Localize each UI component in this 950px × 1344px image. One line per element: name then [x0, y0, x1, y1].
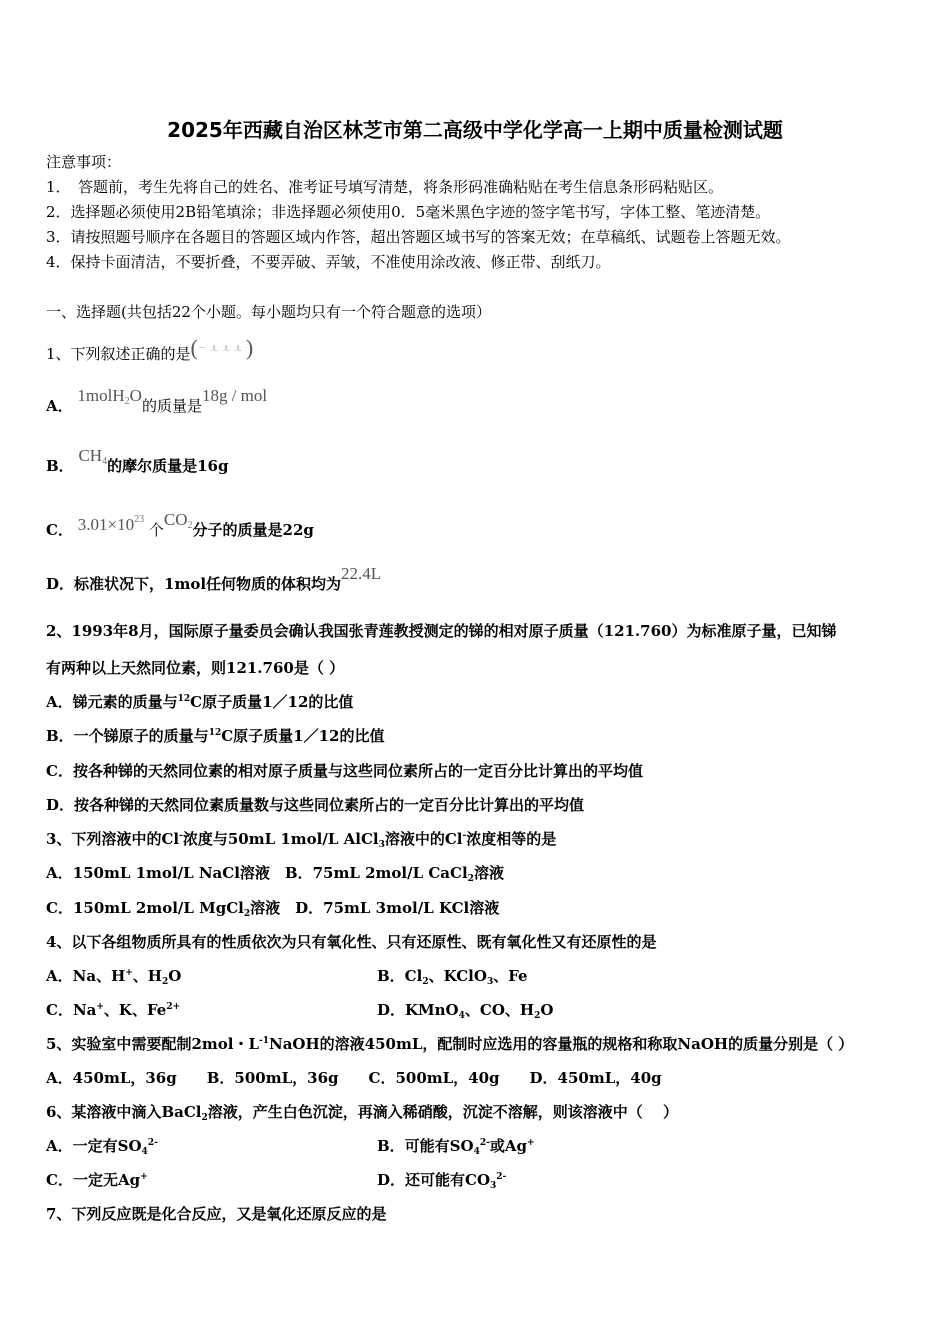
question-4-option-d: D．KMnO$_4$、CO、$H_2O$: [377, 1001, 554, 1021]
question-4-option-b: B．$Cl_2$、KClO$_3$、Fe: [377, 967, 528, 987]
question-3-options-cd: C．150mL 2mol/L MgCl$_2$溶液 D．75mL 3mol/L KCl溶液: [46, 899, 500, 919]
question-2-stem: 2、1993年8月，国际原子量委员会确认我国张青莲教授测定的锑的相对原子质量（121.760）为标准原子量，已知锑: [46, 622, 837, 640]
question-1-option-b: B． $CH_4$的摩尔质量是16g: [46, 446, 229, 475]
question-2-option-c: C．按各种锑的天然同位素的相对原子质量与这些同位素所占的一定百分比计算出的平均值: [46, 762, 643, 780]
question-1-option-c: C． $3.01\times 10^{23}$ 个$CO_2$分子的质量是22g: [46, 510, 314, 539]
question-6-option-c: C．一定无Ag+: [46, 1171, 148, 1189]
section-heading: 一、选择题(共包括22个小题。每小题均只有一个符合题意的选项）: [46, 303, 491, 321]
question-6-option-b: B．可能有$SO_4^{2-}$或Ag+: [377, 1137, 535, 1157]
question-4-option-a: A．Na、H+、$H_2O$: [46, 967, 182, 987]
question-3-stem: 3、下列溶液中的Cl-浓度与50mL 1mol/L AlCl$_3$溶液中的Cl-浓度相等的是: [46, 830, 557, 850]
question-4-stem: 4、以下各组物质所具有的性质依次为只有氧化性、只有还原性、既有氧化性又有还原性的是: [46, 933, 657, 951]
question-6-stem: 6、某溶液中滴入BaCl$_2$溶液，产生白色沉淀，再滴入稀硝酸，沉淀不溶解，则该溶液中（ ）: [46, 1103, 678, 1123]
question-2-option-d: D．按各种锑的天然同位素质量数与这些同位素所占的一定百分比计算出的平均值: [46, 796, 585, 814]
question-1-stem: 1、下列叙述正确的是($^{ㄧㄦㄦㄦ}$): [46, 335, 254, 363]
notice-heading: 注意事项：: [46, 153, 122, 171]
question-5-stem: 5、实验室中需要配制2mol・$L^{-1}NaOH$的溶液450mL，配制时应选用的容量瓶的规格和称取NaOH的质量分别是（ ）: [46, 1035, 854, 1053]
question-7-stem: 7、下列反应既是化合反应，又是氧化还原反应的是: [46, 1205, 387, 1223]
notice-item: 3．请按照题号顺序在各题目的答题区域内作答，超出答题区域书写的答案无效；在草稿纸、试题卷上答题无效。: [46, 228, 791, 246]
notice-item: 2．选择题必须使用2B铅笔填涂；非选择题必须使用0．5毫米黑色字迹的签字笔书写，字体工整、笔迹清楚。: [46, 203, 771, 221]
question-5-options: A．450mL，36g B．500mL，36g C．500mL，40g D．450mL，40g: [46, 1069, 662, 1087]
question-4-option-c: C．Na+、K、$Fe^{2+}$: [46, 1001, 181, 1019]
question-6-option-a: A．一定有$SO_4^{2-}$: [46, 1137, 158, 1157]
question-1-option-a: A． 1molH$_2$O的质量是18g / mol: [46, 386, 268, 415]
question-1-option-d: D．标准状况下，1mol任何物质的体积均为22.4L: [46, 564, 382, 593]
page-title: 2025年西藏自治区林芝市第二高级中学化学高一上期中质量检测试题: [167, 118, 783, 142]
question-2-stem: 有两种以上天然同位素，则121.760是（ ）: [46, 659, 345, 677]
question-3-options-ab: A．150mL 1mol/L NaCl溶液 B．75mL 2mol/L CaCl$_2$溶液: [46, 864, 504, 884]
question-2-option-b: B．一个锑原子的质量与$^{12}$C原子质量1／12的比值: [46, 727, 385, 745]
question-2-option-a: A．锑元素的质量与$^{12}$C原子质量1／12的比值: [46, 693, 354, 711]
notice-item: 1． 答题前，考生先将自己的姓名、准考证号填写清楚，将条形码准确粘贴在考生信息条形码粘贴区。: [46, 178, 724, 196]
question-6-option-d: D．还可能有$CO_3^{2-}$: [377, 1171, 507, 1191]
notice-item: 4．保持卡面清洁，不要折叠，不要弄破、弄皱，不准使用涂改液、修正带、刮纸刀。: [46, 253, 611, 271]
